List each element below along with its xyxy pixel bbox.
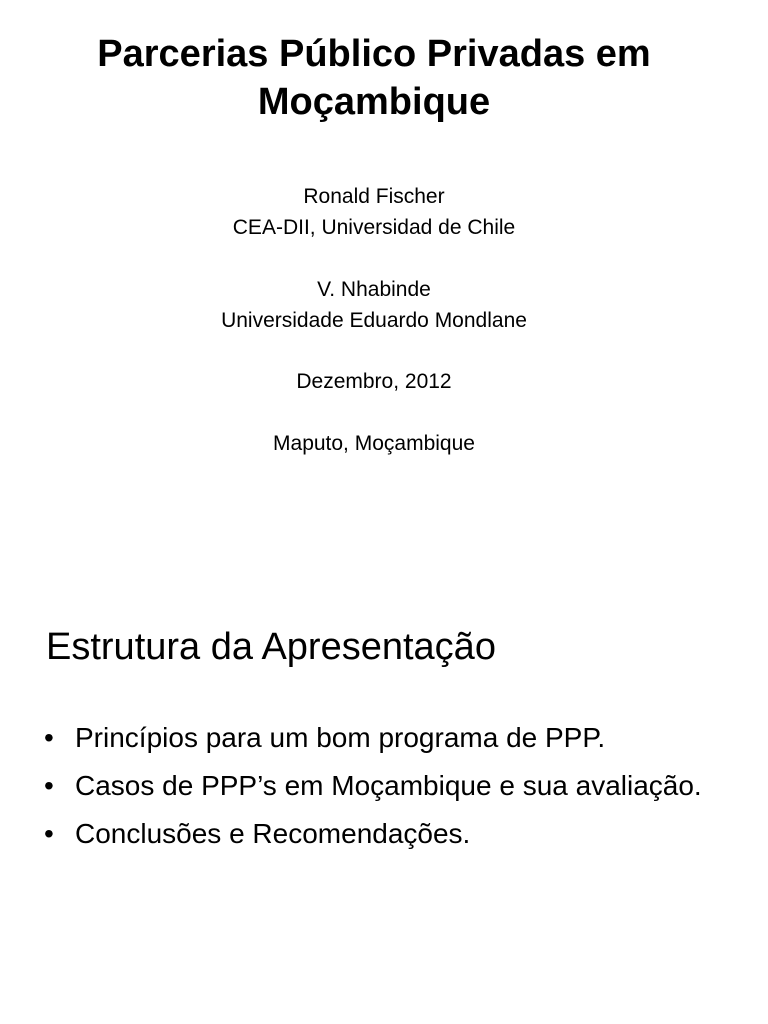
outline-bullet-list: [44, 716, 724, 860]
bullet-text: Princípios para um bom programa de PPP.: [75, 722, 606, 753]
bullet-marker: •: [44, 818, 54, 849]
author-2-affiliation: Universidade Eduardo Mondlane: [221, 309, 527, 332]
presentation-place: Maputo, Moçambique: [273, 432, 475, 455]
outline-title: Estrutura da Apresentação: [46, 626, 496, 668]
slide-title: [40, 30, 708, 126]
author-1-affiliation: CEA-DII, Universidad de Chile: [232, 216, 516, 239]
bullet-text: Casos de PPP’s em Moçambique e sua avaliação.: [75, 770, 702, 801]
bullet-item: [44, 716, 724, 759]
bullet-text: Conclusões e Recomendações.: [75, 818, 471, 849]
author-2-name: V. Nhabinde: [317, 278, 431, 301]
slide-title-line-1: Parcerias Público Privadas em: [97, 33, 651, 75]
slide-title-line-2: Moçambique: [257, 81, 491, 123]
bullet-marker: •: [44, 722, 54, 753]
bullet-item: [44, 764, 724, 807]
presentation-date: Dezembro, 2012: [296, 370, 452, 393]
author-1-name: Ronald Fischer: [303, 185, 445, 208]
author-2: [40, 274, 708, 336]
author-1: [40, 181, 708, 243]
bullet-item: [44, 812, 724, 855]
bullet-marker: •: [44, 770, 54, 801]
outline-slide: [0, 512, 768, 1024]
